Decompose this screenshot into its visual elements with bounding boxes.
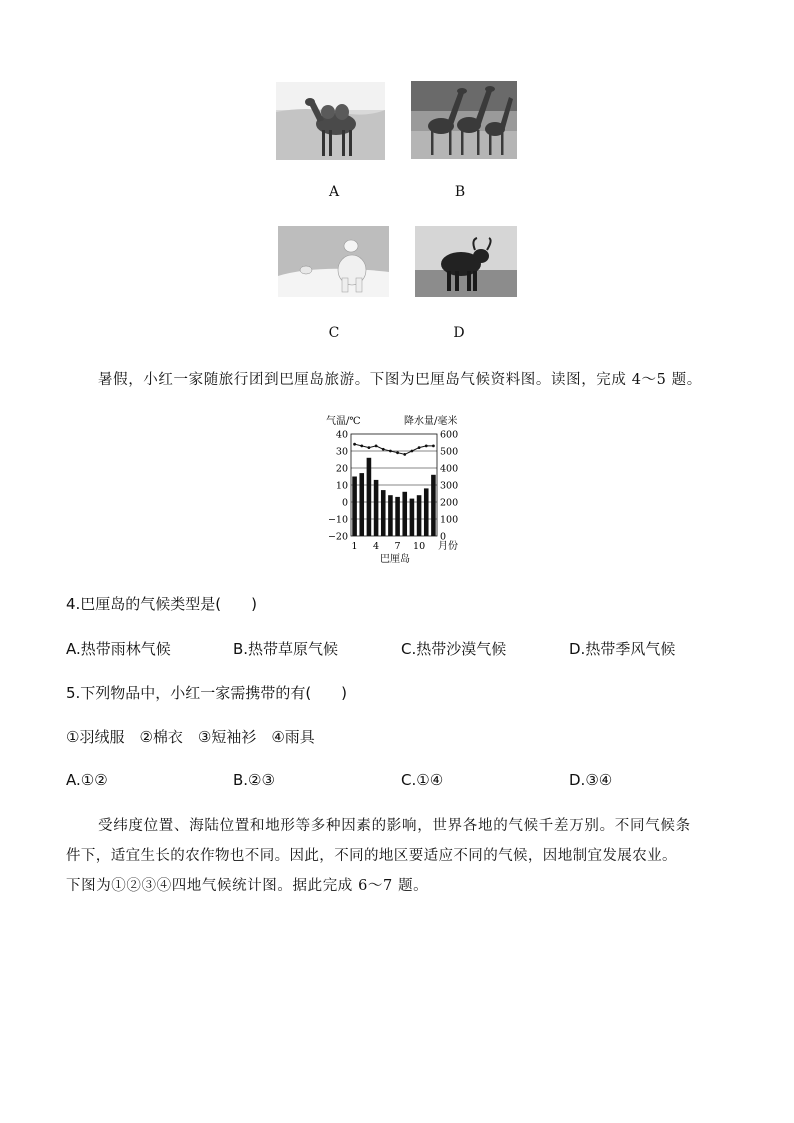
y-right-tick-label: 500 [440,446,459,458]
camel-photo-icon [276,82,385,160]
temperature-point [353,443,356,446]
intro-questions-4-5: 暑假，小红一家随旅行团到巴厘岛旅游。下图为巴厘岛气候资料图。读图，完成 4～5 题。 [98,372,702,388]
yak-photo [415,226,517,297]
giraffes-photo-icon [411,81,517,159]
precipitation-bar [402,492,407,536]
question-5-stem: 5.下列物品中，小红一家需携带的有( ) [66,684,348,702]
y-right-tick-label: 400 [440,463,459,475]
polar-bear-photo-icon [278,226,389,297]
precipitation-bar [367,458,372,536]
temperature-point [360,445,363,448]
chart-title: 巴厘岛 [380,554,410,565]
temperature-point [375,445,378,448]
x-tick-label: 4 [373,541,380,552]
y-left-tick-label: 10 [335,480,348,492]
precipitation-bar [410,499,415,536]
x-tick-label: 1 [351,541,358,552]
y-left-tick-label: 40 [335,429,348,441]
y-left-tick-label: 20 [335,463,348,475]
intro-6-7-line3: 下图为①②③④四地气候统计图。据此完成 6～7 题。 [66,878,429,894]
y-right-tick-label: 300 [440,480,459,492]
y-left-tick-label: −20 [327,531,348,543]
precipitation-bar [431,475,436,536]
climate-chart [318,412,473,566]
precipitation-bar [388,495,393,536]
temperature-point [403,453,406,456]
x-label: 月份 [438,541,458,552]
y-left-tick-label: 30 [335,446,348,458]
temperature-point [411,450,414,453]
temperature-point [389,450,392,453]
y-left-tick-label: 0 [341,497,348,509]
q4-option-b[interactable]: B.热带草原气候 [233,640,339,658]
q5-option-b[interactable]: B.②③ [233,771,275,789]
temperature-point [396,451,399,454]
temperature-line [355,444,434,454]
temperature-point [382,448,385,451]
intro-6-7-line1: 受纬度位置、海陆位置和地形等多种因素的影响，世界各地的气候千差万别。不同气候条 [98,818,691,834]
temperature-point [418,446,421,449]
q5-option-d[interactable]: D.③④ [569,771,613,789]
precipitation-bar [381,490,386,536]
q5-option-c[interactable]: C.①④ [401,771,444,789]
y-right-tick-label: 0 [440,531,447,543]
intro-6-7-line2: 件下，适宜生长的农作物也不同。因此，不同的地区要适应不同的气候，因地制宜发展农业。 [66,848,677,864]
precipitation-bar [374,480,379,536]
q4-option-d[interactable]: D.热带季风气候 [569,640,676,658]
temperature-point [432,445,435,448]
x-tick-label: 10 [413,541,426,552]
yak-photo-icon [415,226,517,297]
x-tick-label: 7 [394,541,401,552]
giraffes-photo [411,81,517,159]
photo-label-b: B [454,184,466,200]
q4-option-a[interactable]: A.热带雨林气候 [66,640,171,658]
photo-label-a: A [328,184,340,200]
precipitation-bar [352,477,357,537]
temperature-point [425,445,428,448]
y-left-tick-label: −10 [327,514,348,526]
y-right-label: 降水量/毫米 [404,416,458,427]
q5-option-a[interactable]: A.①② [66,771,108,789]
y-left-label: 气温/℃ [326,416,361,427]
photo-label-c: C [328,325,340,341]
q4-option-c[interactable]: C.热带沙漠气候 [401,640,507,658]
camel-photo [276,82,385,160]
question-4-stem: 4.巴厘岛的气候类型是( ) [66,595,258,613]
question-5-items: ①羽绒服 ②棉衣 ③短袖衫 ④雨具 [66,728,315,746]
y-right-tick-label: 600 [440,429,459,441]
polar-bear-photo [278,226,389,297]
precipitation-bar [395,497,400,536]
y-right-tick-label: 200 [440,497,459,509]
photo-label-d: D [453,325,465,341]
temperature-point [368,446,371,449]
precipitation-bar [424,488,429,536]
y-right-tick-label: 100 [440,514,459,526]
precipitation-bar [359,473,364,536]
precipitation-bar [417,495,422,536]
